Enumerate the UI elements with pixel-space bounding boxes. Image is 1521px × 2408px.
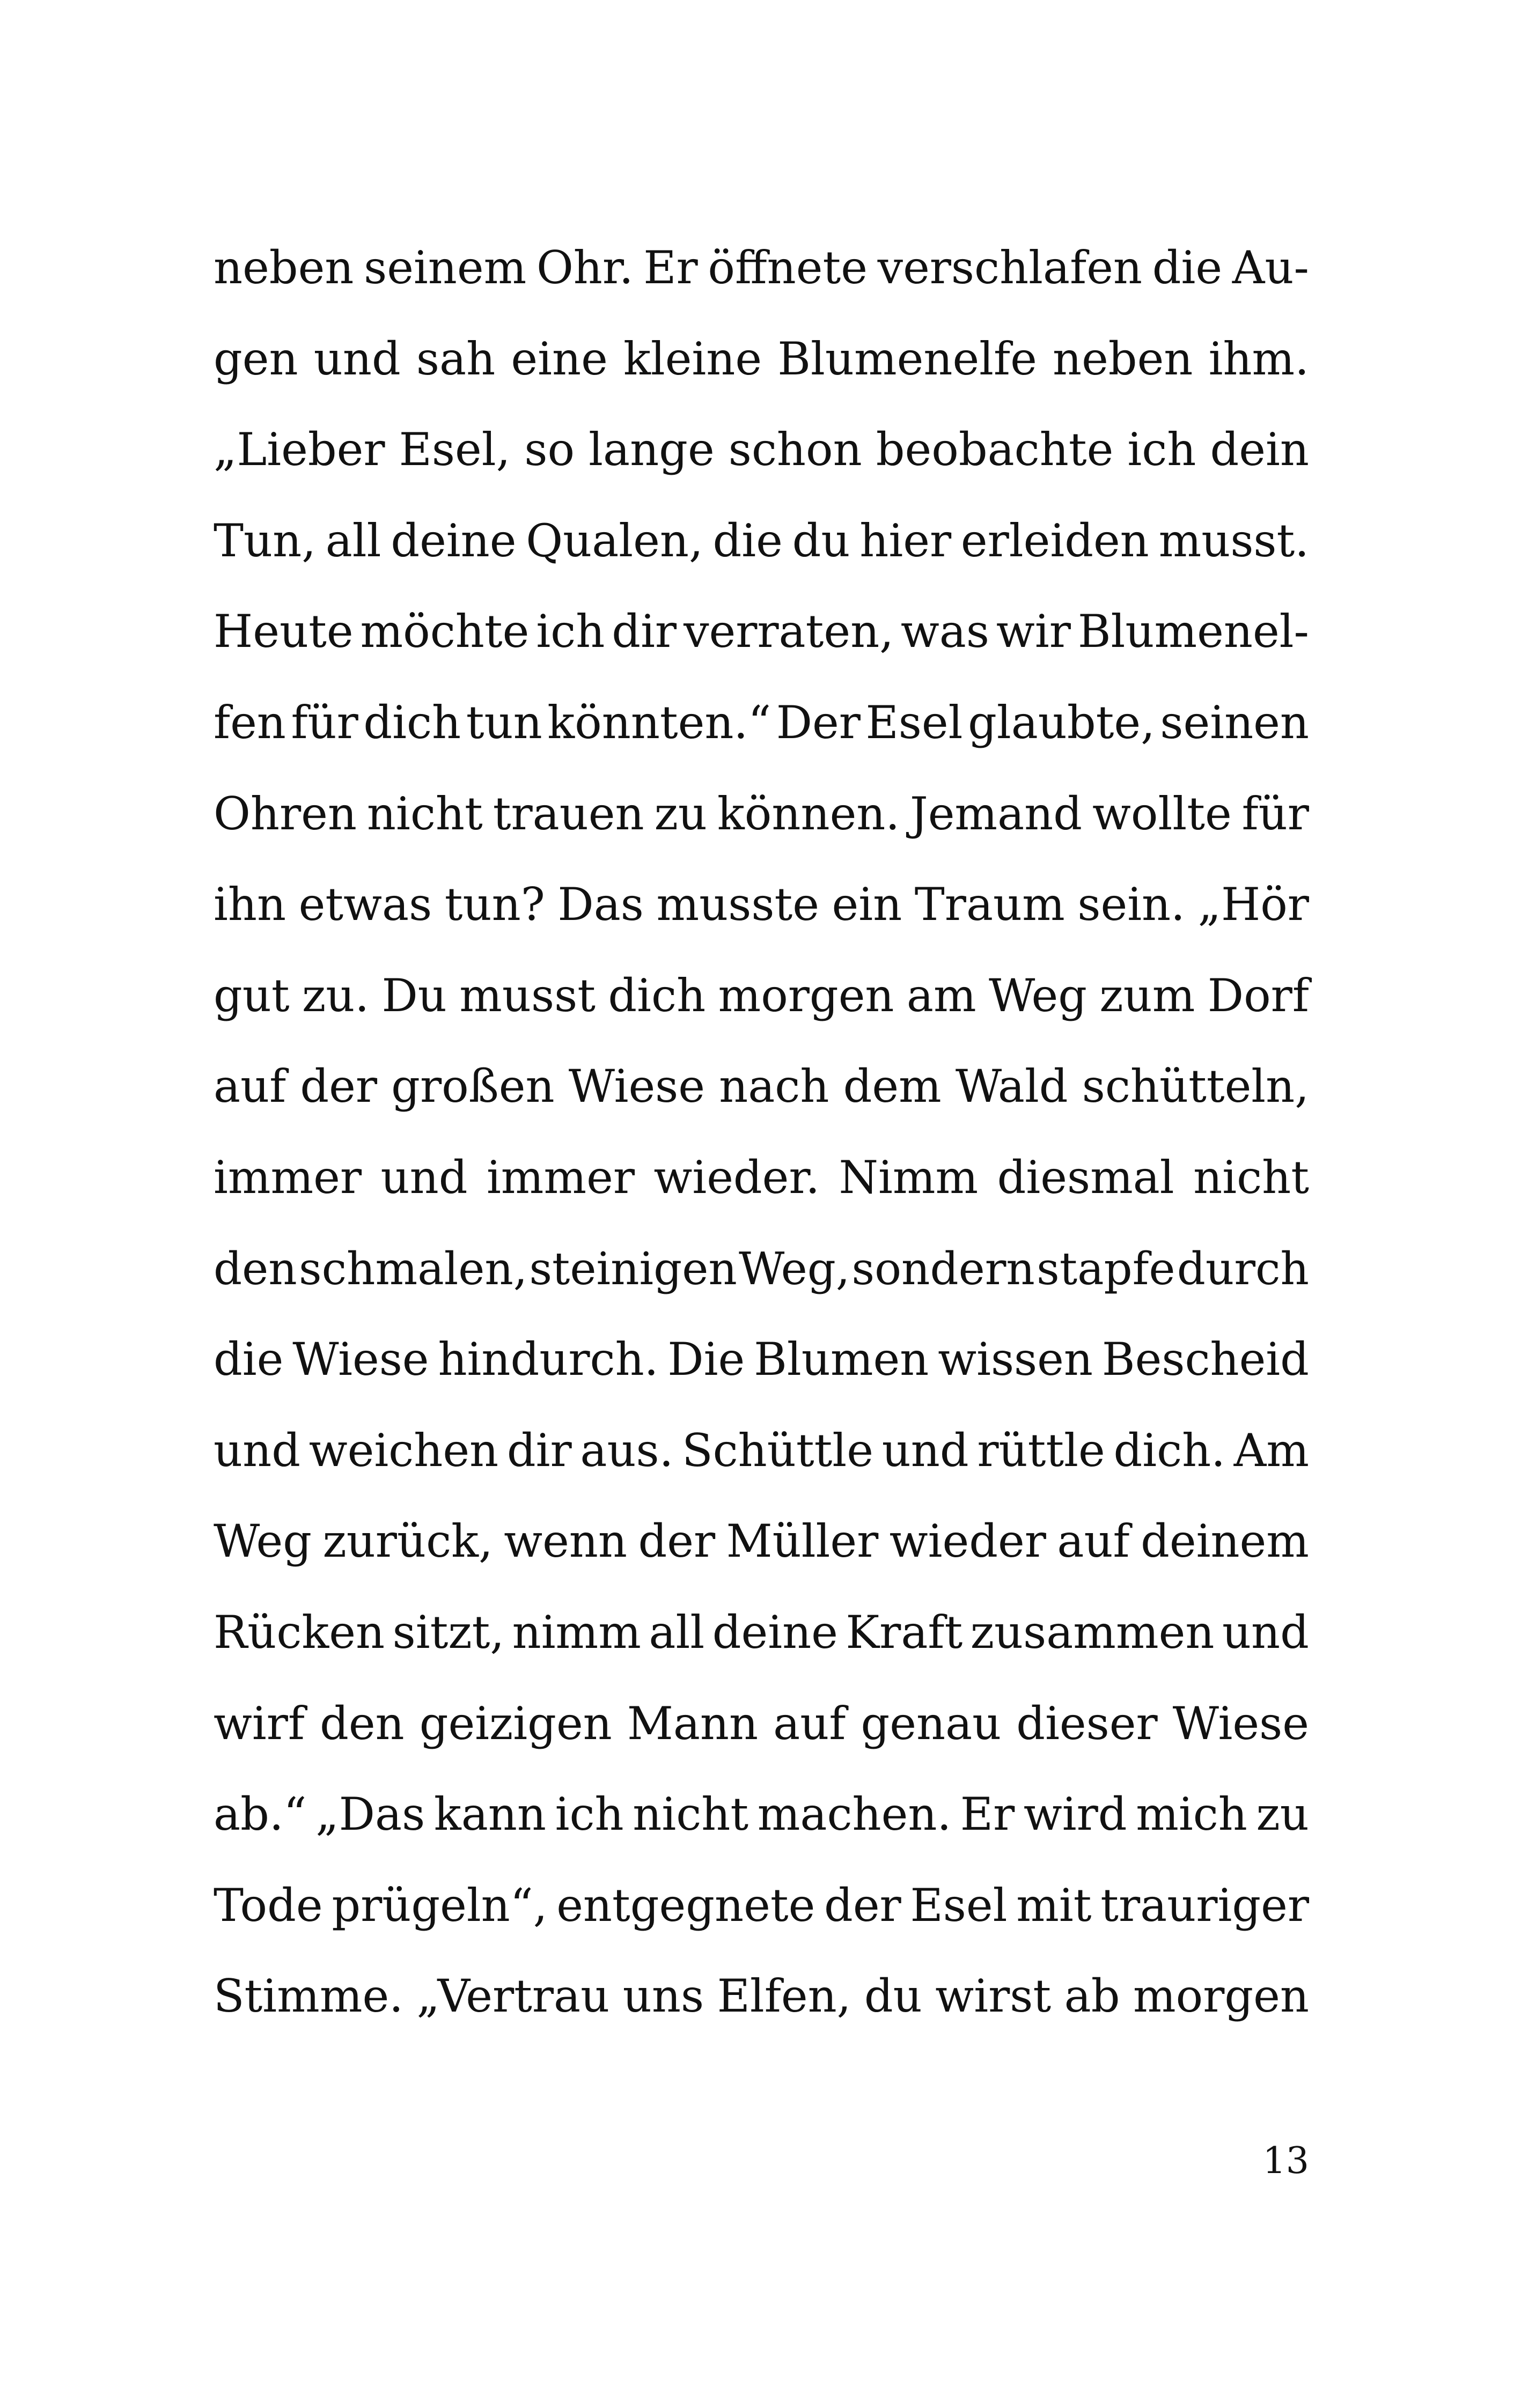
word: morgen: [1133, 1970, 1309, 2023]
word: Qualen,: [526, 514, 703, 567]
text-line: [214, 586, 1309, 678]
word: trauriger: [1100, 1879, 1309, 1932]
word: dein: [1210, 423, 1309, 476]
word: morgen: [718, 969, 894, 1022]
word: Esel: [910, 1879, 1008, 1932]
text-line: [214, 678, 1309, 769]
word: auf: [1057, 1515, 1130, 1568]
word: Weg,: [739, 1242, 850, 1295]
word: ich: [1127, 423, 1196, 476]
text-line: [214, 1678, 1309, 1770]
word: all: [325, 514, 381, 567]
word: „Hör: [1197, 878, 1309, 931]
word: seinem: [364, 241, 527, 294]
word: Dorf: [1207, 969, 1309, 1022]
word: Ohren: [214, 787, 357, 840]
word: nimm: [512, 1606, 641, 1659]
text-line: [214, 1951, 1309, 2042]
word: Rücken: [214, 1606, 385, 1659]
text-line: [214, 951, 1309, 1042]
word: öffnete: [708, 241, 868, 294]
word: immer: [486, 1151, 635, 1204]
word: erleiden: [960, 514, 1149, 567]
word: Esel,: [399, 423, 511, 476]
text-line: [214, 1587, 1309, 1678]
text-line: [214, 769, 1309, 860]
text-line: [214, 1769, 1309, 1860]
word: Jemand: [910, 787, 1083, 840]
word: der: [824, 1879, 901, 1932]
word: Wiese: [568, 1060, 705, 1113]
word: du: [864, 1970, 922, 2023]
word: verraten,: [684, 605, 894, 658]
word: wenn: [504, 1515, 627, 1568]
word: du: [792, 514, 850, 567]
word: Wiese: [1172, 1697, 1309, 1750]
word: Blumenel-: [1077, 605, 1309, 658]
word: „Vertrau: [416, 1970, 610, 2023]
word: und: [313, 332, 401, 385]
word: geizigen: [419, 1697, 612, 1750]
word: ein: [832, 878, 902, 931]
word: fen: [214, 696, 286, 749]
word: kleine: [623, 332, 762, 385]
word: für: [291, 696, 358, 749]
word: großen: [391, 1060, 555, 1113]
text-line: [214, 1224, 1309, 1315]
word: Du: [381, 969, 447, 1022]
word: Esel: [865, 696, 963, 749]
word: hier: [859, 514, 952, 567]
word: seinen: [1160, 696, 1309, 749]
word: die: [1152, 241, 1223, 294]
word: mich: [1136, 1788, 1247, 1841]
word: steinigen: [529, 1242, 737, 1295]
word: die: [712, 514, 783, 567]
word: prügeln“,: [332, 1879, 548, 1932]
word: dich: [363, 696, 461, 749]
word: aus.: [580, 1424, 674, 1477]
word: wieder.: [653, 1151, 820, 1204]
word: Traum: [914, 878, 1065, 931]
word: Blumen: [754, 1333, 929, 1386]
page-number: 13: [1262, 2140, 1309, 2182]
word: Ohr.: [536, 241, 634, 294]
word: nicht: [633, 1788, 749, 1841]
word: weichen: [308, 1424, 499, 1477]
word: auf: [773, 1697, 846, 1750]
word: Er: [643, 241, 698, 294]
word: können.: [717, 787, 900, 840]
word: Wald: [955, 1060, 1068, 1113]
word: wirst: [935, 1970, 1052, 2023]
body-text: [214, 223, 1309, 2042]
word: mit: [1016, 1879, 1092, 1932]
text-line: [214, 1860, 1309, 1952]
word: Das: [557, 878, 644, 931]
word: sein.: [1077, 878, 1185, 931]
word: machen.: [757, 1788, 952, 1841]
word: beobachte: [876, 423, 1114, 476]
word: Am: [1233, 1424, 1309, 1477]
word: dir: [506, 1424, 572, 1477]
word: und: [214, 1424, 300, 1477]
word: Wiese: [292, 1333, 429, 1386]
text-line: [214, 1496, 1309, 1587]
word: den: [214, 1242, 297, 1295]
word: dich.: [1113, 1424, 1225, 1477]
word: kann: [433, 1788, 546, 1841]
word: eine: [511, 332, 608, 385]
word: musste: [656, 878, 819, 931]
word: sah: [416, 332, 496, 385]
word: Nimm: [839, 1151, 979, 1204]
text-line: [214, 496, 1309, 587]
word: am: [906, 969, 976, 1022]
word: rüttle: [977, 1424, 1105, 1477]
word: dem: [843, 1060, 942, 1113]
word: etwas: [298, 878, 432, 931]
word: deinem: [1141, 1515, 1309, 1568]
word: „Das: [315, 1788, 425, 1841]
word: entgegnete: [556, 1879, 815, 1932]
word: Müller: [726, 1515, 879, 1568]
word: trauen: [493, 787, 644, 840]
text-line: [214, 404, 1309, 496]
word: Kraft: [846, 1606, 963, 1659]
text-line: [214, 1132, 1309, 1224]
word: nach: [719, 1060, 829, 1113]
word: deine: [391, 514, 517, 567]
word: ihn: [214, 878, 286, 931]
word: wirf: [214, 1697, 305, 1750]
word: nicht: [366, 787, 483, 840]
word: schmalen,: [298, 1242, 528, 1295]
text-line: [214, 1405, 1309, 1497]
word: möchte: [360, 605, 530, 658]
word: wissen: [938, 1333, 1093, 1386]
word: ihm.: [1208, 332, 1309, 385]
word: ich: [555, 1788, 624, 1841]
word: ab: [1064, 1970, 1120, 2023]
word: Weg: [214, 1515, 312, 1568]
word: Blumenelfe: [777, 332, 1037, 385]
word: tun?: [444, 878, 545, 931]
word: wollte: [1092, 787, 1232, 840]
word: für: [1241, 787, 1309, 840]
word: zusammen: [970, 1606, 1215, 1659]
word: und: [1222, 1606, 1309, 1659]
word: schon: [728, 423, 862, 476]
word: wird: [1023, 1788, 1127, 1841]
word: Weg: [989, 969, 1087, 1022]
word: was: [900, 605, 989, 658]
word: dir: [612, 605, 677, 658]
word: schütteln,: [1082, 1060, 1309, 1113]
word: zu: [1256, 1788, 1309, 1841]
word: neben: [214, 241, 354, 294]
word: lange: [589, 423, 715, 476]
word: zurück,: [322, 1515, 493, 1568]
word: Die: [667, 1333, 745, 1386]
word: gut: [214, 969, 290, 1022]
word: der: [300, 1060, 378, 1113]
text-line: [214, 1314, 1309, 1405]
word: Mann: [627, 1697, 759, 1750]
word: die: [214, 1333, 284, 1386]
word: nicht: [1193, 1151, 1309, 1204]
word: stapfe: [1037, 1242, 1175, 1295]
word: neben: [1053, 332, 1193, 385]
word: gen: [214, 332, 298, 385]
word: glaubte,: [968, 696, 1155, 749]
word: zu: [654, 787, 707, 840]
word: dich: [608, 969, 706, 1022]
word: könnten.“: [547, 696, 771, 749]
word: Elfen,: [717, 1970, 851, 2023]
word: sondern: [851, 1242, 1035, 1295]
word: Schüttle: [682, 1424, 873, 1477]
word: und: [881, 1424, 969, 1477]
word: den: [320, 1697, 405, 1750]
text-line: [214, 859, 1309, 951]
word: ab.“: [214, 1788, 307, 1841]
word: und: [380, 1151, 468, 1204]
word: zu.: [302, 969, 370, 1022]
word: Au-: [1232, 241, 1309, 294]
word: Tode: [214, 1879, 323, 1932]
text-line: [214, 314, 1309, 405]
word: Heute: [214, 605, 354, 658]
word: Tun,: [214, 514, 316, 567]
word: deine: [712, 1606, 838, 1659]
word: so: [524, 423, 575, 476]
word: der: [638, 1515, 716, 1568]
word: musst.: [1158, 514, 1309, 567]
word: wir: [996, 605, 1071, 658]
word: wieder: [889, 1515, 1046, 1568]
word: Der: [776, 696, 861, 749]
word: musst: [459, 969, 596, 1022]
word: Stimme.: [214, 1970, 403, 2023]
text-line: [214, 223, 1309, 314]
word: ich: [536, 605, 605, 658]
word: hindurch.: [438, 1333, 659, 1386]
word: auf: [214, 1060, 286, 1113]
text-line: [214, 1041, 1309, 1132]
word: zum: [1099, 969, 1195, 1022]
word: immer: [214, 1151, 362, 1204]
word: all: [649, 1606, 705, 1659]
word: diesmal: [997, 1151, 1174, 1204]
word: tun: [466, 696, 542, 749]
word: dieser: [1016, 1697, 1158, 1750]
word: durch: [1177, 1242, 1309, 1295]
word: Er: [960, 1788, 1015, 1841]
word: sitzt,: [392, 1606, 505, 1659]
word: verschlafen: [877, 241, 1143, 294]
word: uns: [622, 1970, 704, 2023]
word: genau: [861, 1697, 1002, 1750]
word: „Lieber: [214, 423, 385, 476]
word: Bescheid: [1101, 1333, 1309, 1386]
